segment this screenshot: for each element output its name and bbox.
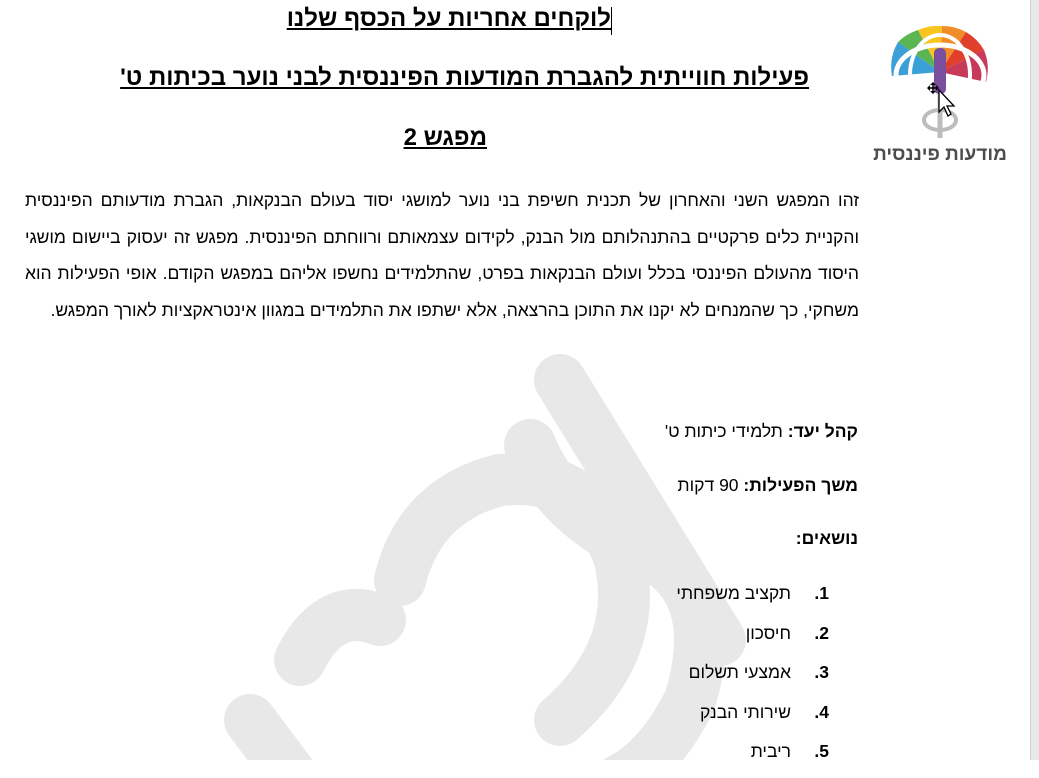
- list-item: 1. תקציב משפחתי: [676, 583, 829, 603]
- page-title: לוקחים אחריות על הכסף שלנו: [286, 5, 611, 32]
- list-item: 3. אמצעי תשלום: [688, 662, 829, 682]
- page-subtitle: פעילות חווייתית להגברת המודעות הפיננסית לבני נוער בכיתות ט': [120, 64, 809, 91]
- target-audience-label: קהל יעד:: [787, 421, 858, 441]
- list-item: 5. ריבית: [750, 741, 829, 761]
- list-item: 4. שירותי הבנק: [699, 701, 829, 722]
- target-audience: [665, 421, 858, 442]
- topics-list: [676, 580, 829, 778]
- intro-paragraph: זהו המפגש השני והאחרון של תכנית חשיפת בני נוער למושגי יסוד בעולם הבנקאות, הגברת מודעותם הפיננסית והקניית כלים פרקטיים בהתנהלותם מול הבנק, לקידום עצמאותם ורווחתם הפיננסית. מפגש זה יעסוק ביישום מושגי היסוד מהעולם הפיננסי בכלל ועולם הבנקאות בפרט, שהתלמידים נחשפו אליהם במפגש הקודם. אופי הפעילות הוא משחקי, כך שהמנחים לא יקנו את התוכן בהרצאה, אלא ישתפו את התלמידים במגוון אינטראקציות לאורך המפגש.: [25, 190, 859, 320]
- vertical-scrollbar[interactable]: [1030, 0, 1039, 760]
- activity-duration-value: 90 דקות: [677, 475, 744, 495]
- session-title: מפגש 2: [403, 124, 487, 151]
- activity-duration-label: משך הפעילות:: [743, 475, 858, 495]
- activity-duration: [678, 475, 858, 496]
- move-cursor-icon: [925, 78, 963, 120]
- text-cursor: [611, 7, 612, 35]
- list-item: 2. חיסכון: [745, 622, 829, 643]
- target-audience-value: תלמידי כיתות ט': [664, 421, 788, 441]
- topics-heading: [796, 528, 858, 549]
- topics-label: נושאים:: [795, 528, 858, 548]
- logo-text: מודעות פיננסית: [873, 144, 1007, 165]
